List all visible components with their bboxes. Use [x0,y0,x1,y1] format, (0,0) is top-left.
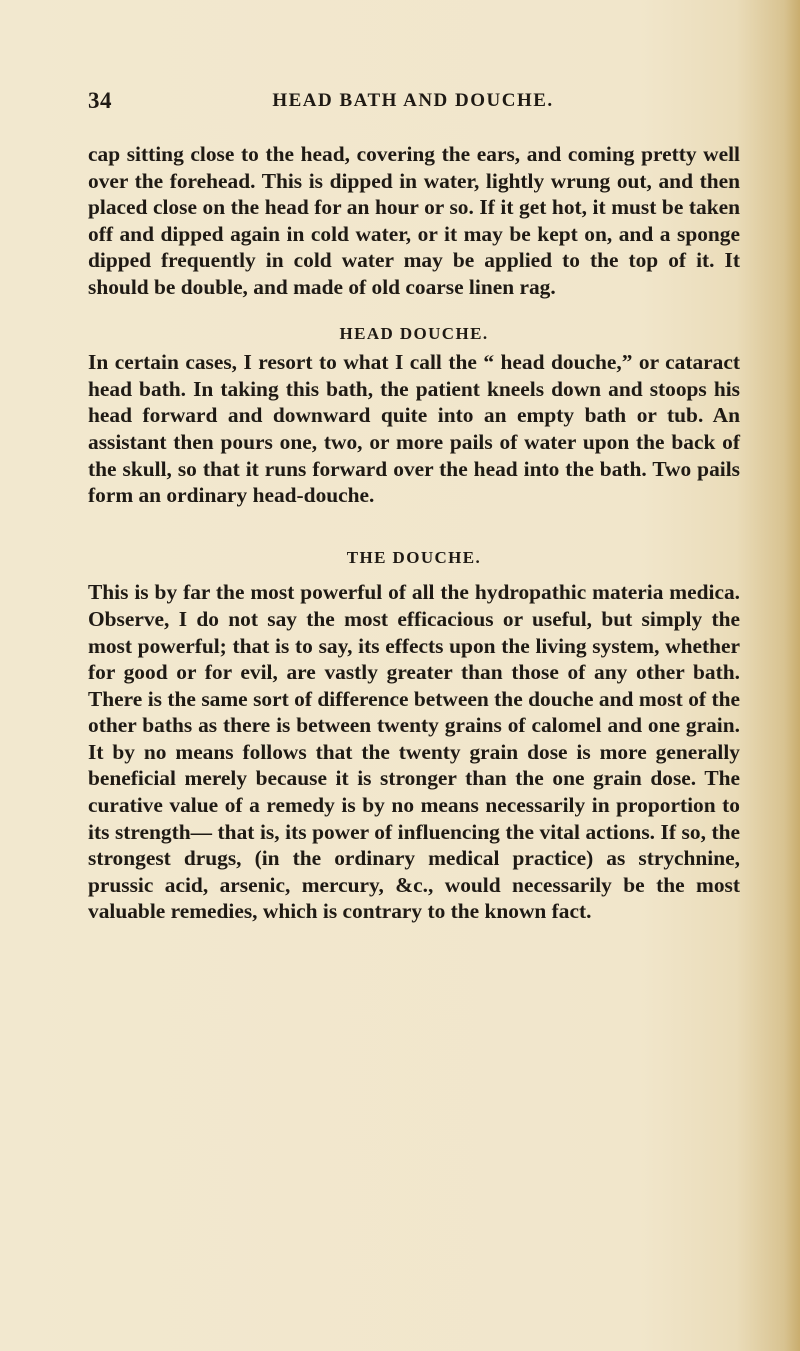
paragraph-head-douche: In certain cases, I resort to what I call the “ head douche,” or cataract head bath. In taking this bath, the patient kneels down and stoops his head forward and downward quite into an empty bath or tub. An assistant then pours one, two, or more pails of water upon the back of the skull, so that it runs forward over the head into the bath. Two pails form an ordinary head-douche. [88,350,740,508]
section-heading-head-douche: HEAD DOUCHE. [339,323,489,343]
running-head: HEAD BATH AND DOUCHE. [272,90,554,111]
section-heading-the-douche: THE DOUCHE. [346,547,482,567]
body-text [88,141,740,925]
page-number: 34 [88,88,112,113]
page-header [88,88,738,118]
paragraph-the-douche: This is by far the most powerful of all the hydropathic materia medica. Observe, I do not say the most efficacious or useful, but simply the most powerful; that is to say, its effects upon the living system, whether for good or for evil, are vastly greater than those of any other bath. There is the same sort of difference between the douche and most of the other baths as there is between twenty grains of calomel and one grain. It by no means follows that the twenty grain dose is more generally beneficial merely because it is stronger than the one grain dose. The curative value of a remedy is by no means necessarily in proportion to its strength— that is, its power of influencing the vital actions. If so, the strongest drugs, (in the ordinary medical practice) as strychnine, prussic acid, arsenic, mercury, &c., would necessarily be the most valuable remedies, which is contrary to the known fact. [88,580,740,924]
paragraph-continuation: cap sitting close to the head, covering the ears, and coming pretty well over the forehead. This is dipped in water, lightly wrung out, and then placed close on the head for an hour or so. If it get hot, it must be taken off and dipped again in cold water, or it may be kept on, and a sponge dipped frequently in cold water may be applied to the top of it. It should be double, and made of old coarse linen rag. [88,142,740,299]
